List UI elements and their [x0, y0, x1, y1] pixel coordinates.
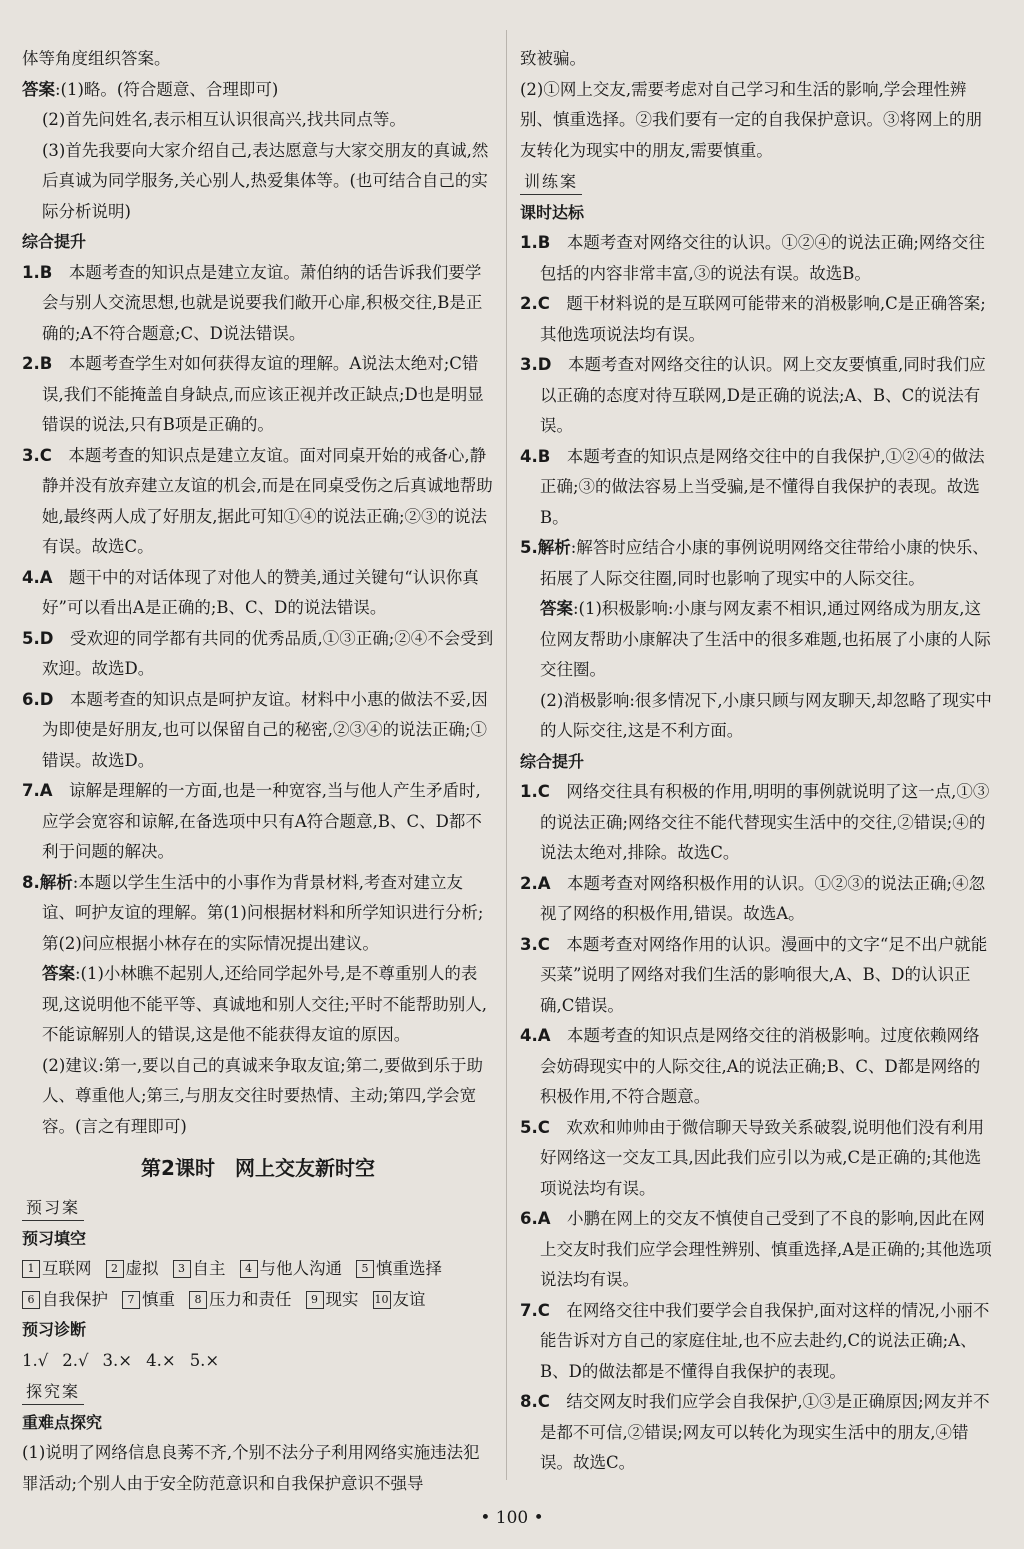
fill-answers [22, 1254, 494, 1315]
answer-text: :(1)小林瞧不起别人,还给同学起外号,是不尊重别人的表现,这说明他不能平等、真诚地和别人交往;平时不能帮助别人,不能谅解别人的错误,这是他不能获得友谊的原因。 [42, 964, 488, 1044]
answer-label: 答案 [42, 964, 75, 983]
question-item [22, 868, 494, 960]
question-list [520, 228, 992, 747]
question-number: 1.C [520, 782, 550, 801]
section-heading: 综合提升 [22, 232, 87, 251]
question-number: 2.B [22, 354, 53, 373]
diagnosis-answer: 4.× [146, 1350, 176, 1370]
number-box: 3 [173, 1260, 191, 1278]
answer-part-2: (2)消极影响:很多情况下,小康只顾与网友聊天,却忽略了现实中的人际交往,这是不利方面。 [540, 690, 992, 740]
number-box: 1 [22, 1260, 40, 1278]
question-number: 5.D [22, 628, 54, 648]
diagnosis-answer: 3.× [102, 1350, 133, 1370]
question-item [520, 930, 992, 1022]
left-column [22, 44, 494, 1499]
diagnosis-answer: 1.√ [22, 1350, 49, 1370]
question-number: 7.C [520, 1300, 550, 1320]
answer-part-2: (2)建议:第一,要以自己的真诚来争取友谊;第二,要做到乐于助人、尊重他人;第三,与朋友交往时要热情、主动;第四,学会宽容。(言之有理即可) [42, 1055, 483, 1136]
question-number: 3.C [22, 445, 52, 465]
question-number: 5. [520, 538, 538, 557]
analysis-text: :解答时应结合小康的事例说明网络交往带给小康的快乐、拓展了人际交往圈,同时也影响了现实中的人际交往。 [540, 538, 989, 588]
question-explanation: 本题考查的知识点是建立友谊。萧伯纳的话告诉我们要学会与别人交流思想,也就是说要我们敞开心扉,积极交往,B是正确的;A不符合题意;C、D说法错误。 [42, 262, 483, 343]
fill-answer-text: 友谊 [392, 1289, 426, 1309]
answer-label: 答案 [22, 79, 55, 99]
question-item [520, 350, 992, 442]
fill-answer [22, 1285, 108, 1316]
fill-answer [356, 1254, 442, 1285]
fill-answer [106, 1254, 159, 1285]
key-points-part-2: (2)①网上交友,需要考虑对自己学习和生活的影响,学会理性辨别、慎重选择。②我们要有一定的自我保护意识。③将网上的朋友转化为现实中的朋友,需要慎重。 [520, 79, 982, 160]
question-explanation: 网络交往具有积极的作用,明明的事例就说明了这一点,①③的说法正确;网络交往不能代替现实生活中的交往,②错误;④的说法太绝对,排除。故选C。 [540, 782, 990, 862]
question-number: 6.A [520, 1209, 551, 1228]
question-number: 1.B [520, 233, 551, 252]
question-item [520, 289, 992, 350]
key-points-heading: 重难点探究 [22, 1412, 103, 1432]
fill-answer-text: 现实 [325, 1289, 359, 1309]
fill-answer [173, 1254, 226, 1285]
fill-answer [306, 1285, 359, 1316]
analysis-text: :本题以学生生活中的小事作为背景材料,考查对建立友谊、呵护友谊的理解。第(1)问根据材料和所学知识进行分析;第(2)问应根据小林存在的实际情况提出建议。 [42, 872, 484, 953]
question-explanation: 本题考查学生对如何获得友谊的理解。A说法太绝对;C错误,我们不能掩盖自身缺点,而应该正视并改正缺点;D也是明显错误的说法,只有B项是正确的。 [42, 354, 484, 434]
question-explanation: 本题考查对网络交往的认识。网上交友要慎重,同时我们应以正确的态度对待互联网,D是正确的说法;A、B、C的说法有误。 [540, 355, 986, 435]
question-item [520, 869, 992, 930]
question-item [520, 442, 992, 534]
question-explanation: 在网络交往中我们要学会自我保护,面对这样的情况,小丽不能告诉对方自己的家庭住址,也不应去赴约,C的说法正确;A、B、D的做法都是不懂得自我保护的表现。 [540, 1300, 990, 1381]
question-item [520, 1387, 992, 1479]
question-item [22, 258, 494, 350]
number-box: 5 [356, 1260, 374, 1278]
answer-paragraph [22, 959, 494, 1051]
fill-heading: 预习填空 [22, 1228, 87, 1248]
question-number: 8. [22, 872, 40, 892]
key-points-text: (1)说明了网络信息良莠不齐,个别不法分子利用网络实施违法犯罪活动;个别人由于安全防范意识和自我保护意识不强导 [22, 1443, 480, 1493]
question-number: 4.A [520, 1026, 551, 1045]
question-item [520, 1021, 992, 1113]
number-box: 2 [106, 1260, 124, 1278]
question-number: 4.A [22, 567, 53, 587]
question-item [520, 1204, 992, 1296]
lesson-title: 第2课时 网上交友新时空 [141, 1156, 375, 1180]
fill-answer [373, 1285, 426, 1316]
fill-answer-text: 与他人沟通 [259, 1259, 342, 1278]
fill-answer-text: 慎重 [142, 1289, 175, 1309]
question-number: 2.A [520, 873, 551, 893]
answer-label: 答案 [540, 599, 573, 618]
training-section-label: 训练案 [520, 170, 582, 195]
question-explanation: 本题考查对网络交往的认识。①②④的说法正确;网络交往包括的内容非常丰富,③的说法有误。故选B。 [540, 233, 985, 283]
question-explanation: 题干中的对话体现了对他人的赞美,通过关键句“认识你真好”可以看出A是正确的;B、C、D的说法错误。 [42, 567, 479, 617]
question-explanation: 本题考查的知识点是网络交往的消极影响。过度依赖网络会妨碍现实中的人际交往,A的说法正确;B、C、D都是网络的积极作用,不符合题意。 [540, 1026, 981, 1106]
answer-paragraph [520, 594, 992, 686]
fill-answer-text: 互联网 [42, 1259, 92, 1278]
question-explanation: 谅解是理解的一方面,也是一种宽容,当与他人产生矛盾时,应学会宽容和谅解,在备选项中只有A符合题意,B、C、D都不利于问题的解决。 [42, 781, 482, 861]
fill-answer [122, 1285, 175, 1316]
question-list [520, 777, 992, 1479]
question-item [22, 685, 494, 777]
number-box: 6 [22, 1291, 40, 1309]
answer-part-3: (3)首先我要向大家介绍自己,表达愿意与大家交朋友的真诚,然后真诚为同学服务,关心别人,热爱集体等。(也可结合自己的实际分析说明) [42, 140, 489, 221]
question-explanation: 本题考查对网络作用的认识。漫画中的文字“足不出户就能买菜”说明了网络对我们生活的影响很大,A、B、D的认识正确,C错误。 [540, 934, 988, 1015]
section-heading: 课时达标 [520, 202, 585, 222]
right-column [520, 44, 992, 1479]
number-box: 7 [122, 1291, 140, 1309]
question-number: 1.B [22, 262, 53, 282]
explore-section-label: 探究案 [22, 1380, 84, 1405]
question-number: 5.C [520, 1117, 550, 1137]
question-explanation: 小鹏在网上的交友不慎使自己受到了不良的影响,因此在网上交友时我们应学会理性辨别、慎重选择,A是正确的;其他选项说法均有误。 [540, 1209, 992, 1289]
question-item [22, 349, 494, 441]
answer-text: :(1)积极影响:小康与网友素不相识,通过网络成为朋友,这位网友帮助小康解决了生活中的很多难题,也拓展了小康的人际交往圈。 [540, 599, 991, 679]
page-number: • 100 • [480, 1508, 544, 1528]
diagnosis-heading: 预习诊断 [22, 1320, 87, 1339]
question-number: 2.C [520, 294, 550, 313]
question-explanation: 结交网友时我们应学会自我保护,①③是正确原因;网友并不是都不可信,②错误;网友可以转化为现实生活中的朋友,④错误。故选C。 [540, 1392, 990, 1472]
question-list [22, 258, 494, 1143]
diagnosis-answer: 2.√ [62, 1350, 89, 1370]
continued-text: 体等角度组织答案。 [22, 49, 171, 68]
analysis-label: 解析 [39, 872, 73, 892]
question-item [22, 441, 494, 563]
fill-answer [22, 1254, 92, 1285]
question-item [520, 1113, 992, 1205]
fill-answer [240, 1254, 343, 1285]
question-explanation: 本题考查的知识点是建立友谊。面对同桌开始的戒备心,静静并没有放弃建立友谊的机会,而是在同桌受伤之后真诚地帮助她,最终两人成了好朋友,据此可知①④的说法正确;②③的说法有误。故选C。 [42, 445, 493, 556]
number-box: 9 [306, 1291, 324, 1309]
question-explanation: 本题考查对网络积极作用的认识。①②③的说法正确;④忽视了网络的积极作用,错误。故选A。 [540, 873, 986, 923]
diagnosis-answers [22, 1346, 494, 1377]
question-explanation: 本题考查的知识点是网络交往中的自我保护,①②④的做法正确;③的做法容易上当受骗,是不懂得自我保护的表现。故选B。 [540, 446, 985, 527]
question-number: 6.D [22, 689, 54, 709]
column-divider [506, 30, 507, 1480]
fill-answer-text: 压力和责任 [209, 1289, 292, 1309]
answer-part-2: (2)首先问姓名,表示相互认识很高兴,找共同点等。 [42, 110, 406, 129]
question-item [520, 533, 992, 594]
number-box: 8 [189, 1291, 207, 1309]
fill-answer-text: 慎重选择 [376, 1259, 442, 1278]
question-item [22, 776, 494, 868]
fill-answer-text: 虚拟 [125, 1259, 159, 1278]
question-explanation: 本题考查的知识点是呵护友谊。材料中小惠的做法不妥,因为即使是好朋友,也可以保留自己的秘密,②③④的说法正确;①错误。故选D。 [42, 689, 488, 770]
answer-text: :(1)略。(符合题意、合理即可) [55, 79, 279, 99]
question-explanation: 欢欢和帅帅由于微信聊天导致关系破裂,说明他们没有利用好网络这一交友工具,因此我们应引以为戒,C是正确的;其他选项说法均有误。 [540, 1117, 985, 1198]
question-item [22, 624, 494, 685]
number-box: 10 [373, 1291, 391, 1309]
section-heading: 综合提升 [520, 751, 585, 771]
number-box: 4 [240, 1260, 258, 1278]
answer-paragraph [22, 75, 494, 106]
question-item [520, 1296, 992, 1388]
fill-answer-text: 自主 [192, 1259, 226, 1278]
preview-section-label: 预习案 [22, 1196, 84, 1221]
analysis-label: 解析 [537, 538, 571, 557]
fill-answer-text: 自我保护 [42, 1289, 108, 1309]
diagnosis-answer: 5.× [189, 1350, 220, 1370]
question-item [22, 563, 494, 624]
continued-text: 致被骗。 [520, 49, 586, 68]
question-explanation: 题干材料说的是互联网可能带来的消极影响,C是正确答案;其他选项说法均有误。 [540, 294, 986, 344]
question-number: 7.A [22, 781, 53, 800]
question-explanation: 受欢迎的同学都有共同的优秀品质,①③正确;②④不会受到欢迎。故选D。 [42, 628, 494, 678]
question-number: 4.B [520, 446, 551, 466]
question-number: 3.C [520, 934, 550, 954]
question-item [520, 777, 992, 869]
question-number: 3.D [520, 355, 552, 374]
question-item [520, 228, 992, 289]
question-number: 8.C [520, 1392, 550, 1411]
fill-answer [189, 1285, 292, 1316]
